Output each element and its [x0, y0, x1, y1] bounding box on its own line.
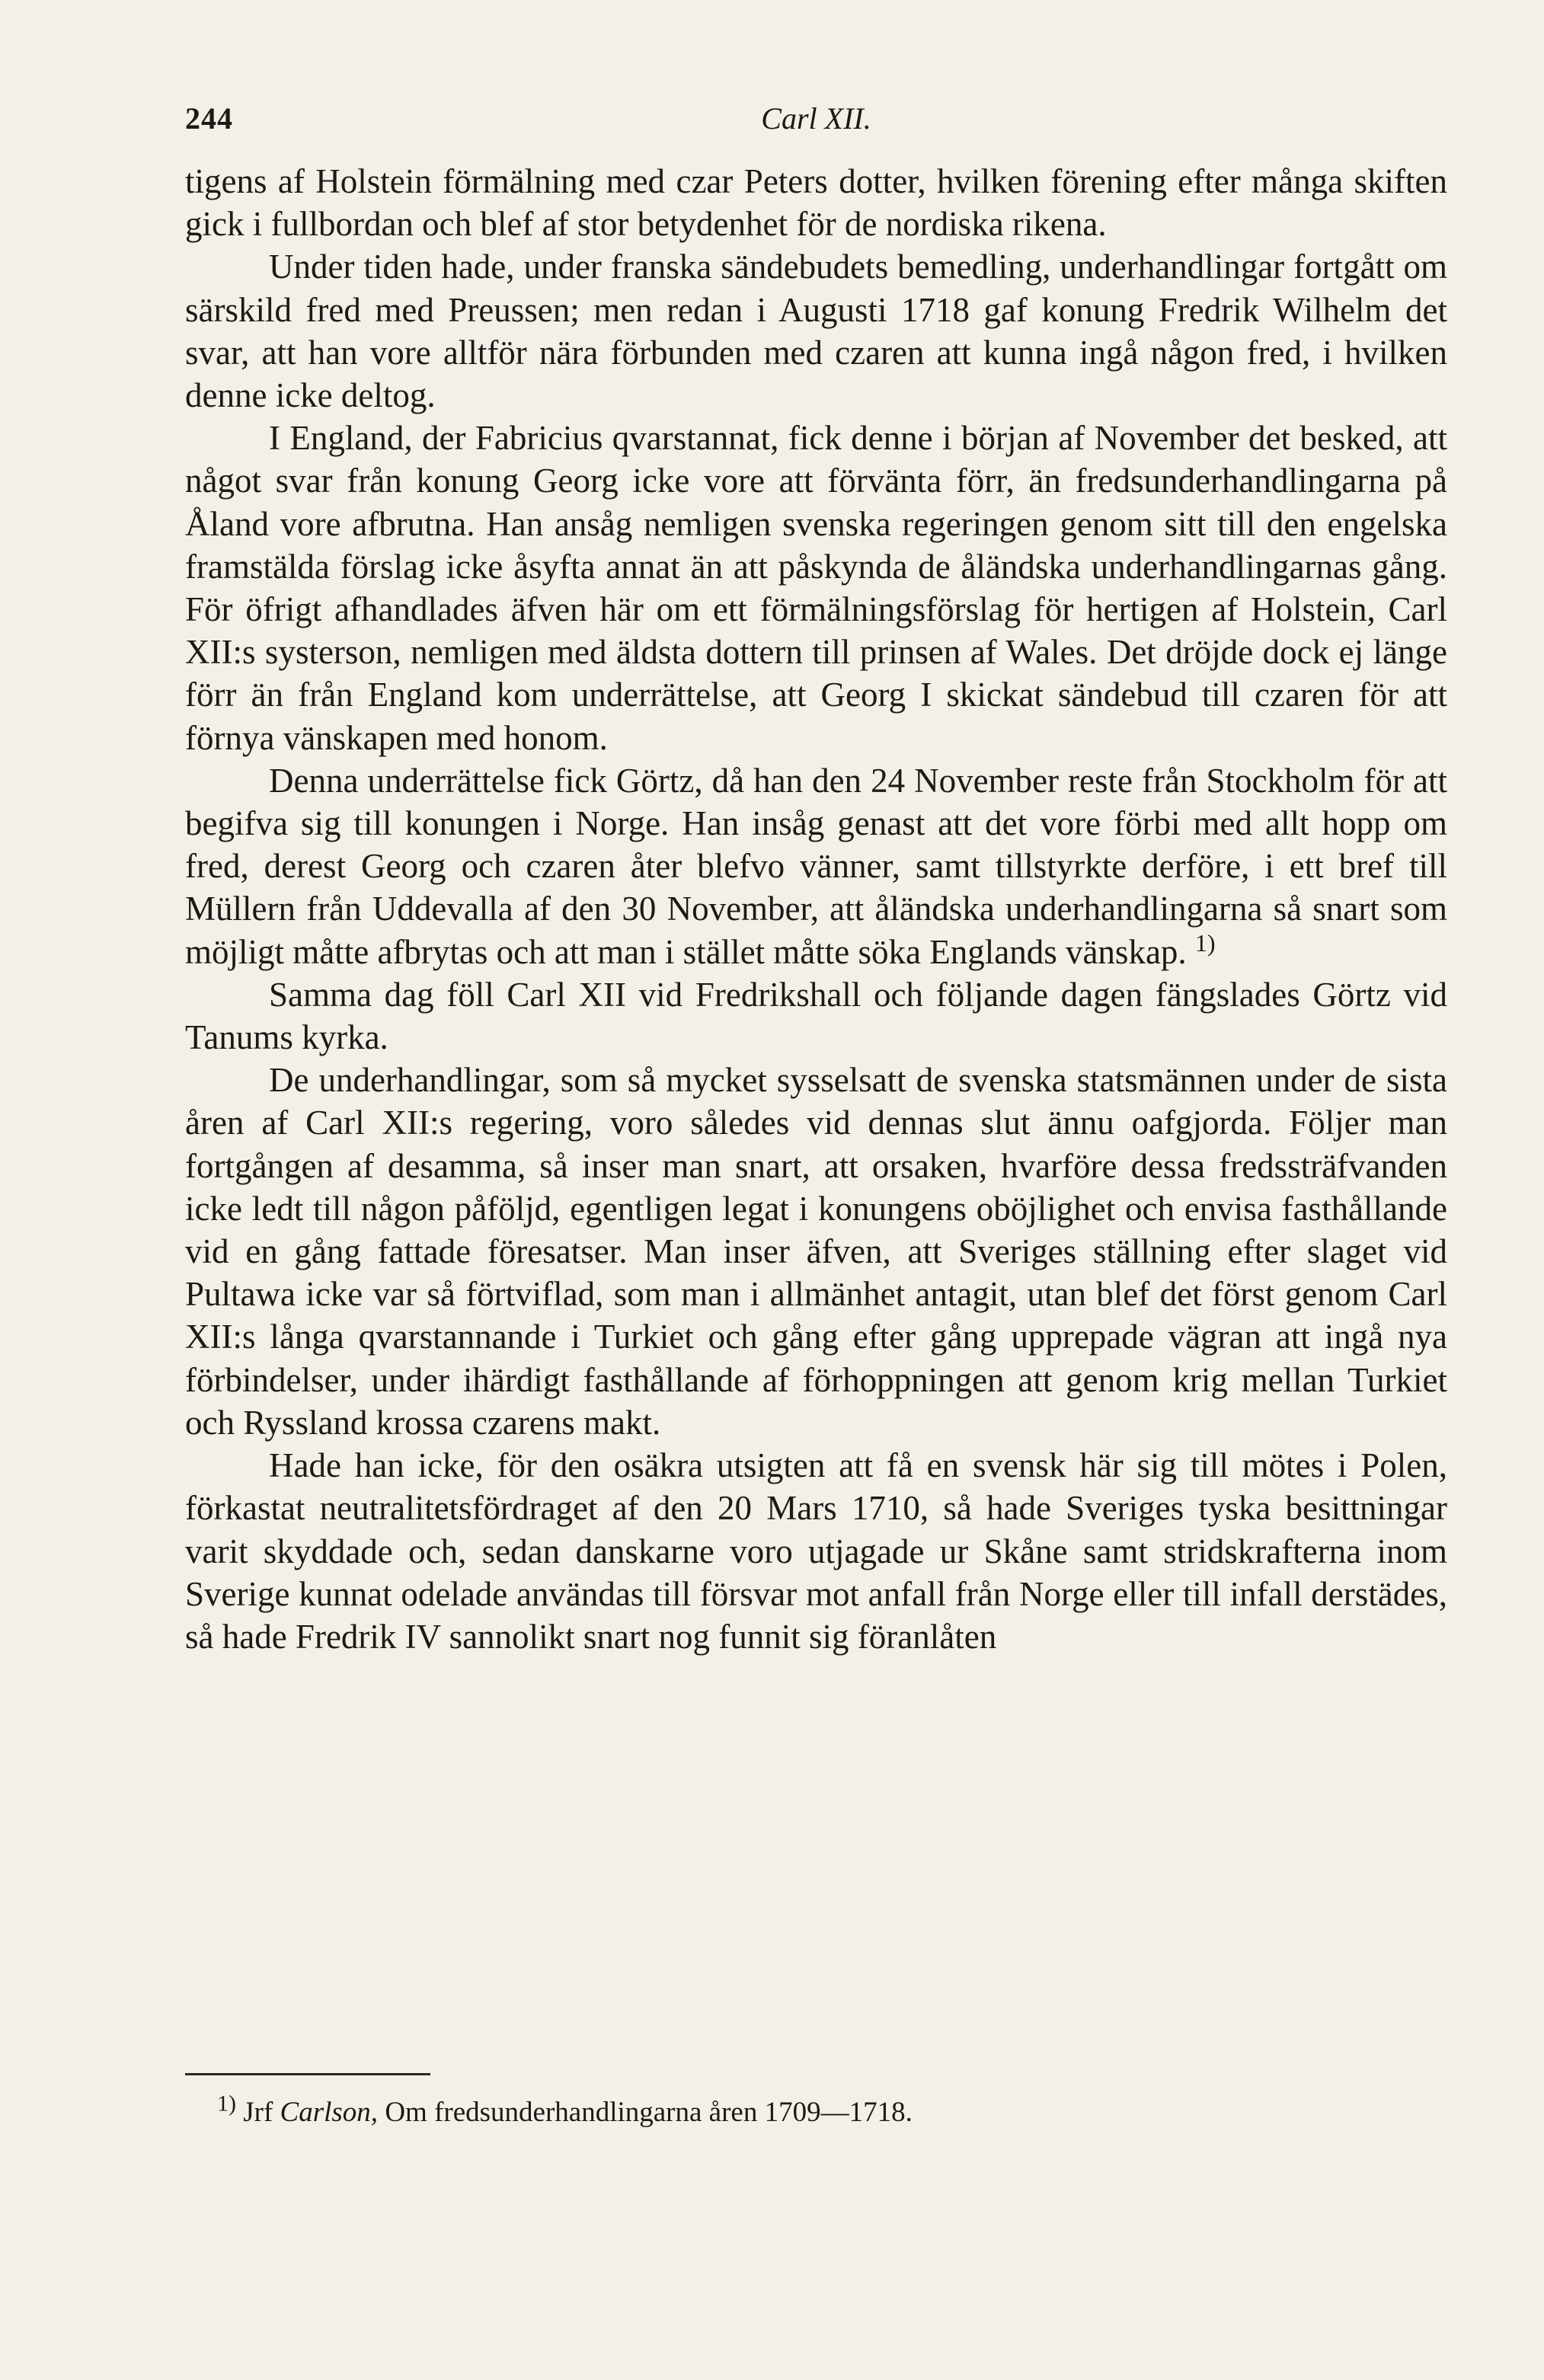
paragraph-4 — [185, 759, 1447, 973]
paragraph-1: tigens af Holstein förmälning med czar Peters dotter, hvilken förening efter många skiften gick i fullbordan och blef af stor betydenhet för de nordiska rikena. — [185, 162, 1447, 244]
paragraph-6: De underhandlingar, som så mycket sysselsatt de svenska statsmännen under de sista åren af Carl XII:s regering, voro således vid dennas slut ännu oafgjorda. Följer man fortgången af desamma, så inser man snart, att orsaken, hvarföre dessa fredssträfvanden icke ledt till någon påföljd, egentligen legat i konungens oböjlighet och envisa fasthållande vid en gång fattade föresatser. Man inser äfven, att Sveriges ställning efter slaget vid Pultawa icke var så förtviflad, som man i allmänhet antagit, utan blef det först genom Carl XII:s långa qvarstannande i Turkiet och gång efter gång upprepade vägran att ingå nya förbindelser, under ihärdigt fasthållande af förhoppningen att genom krig mellan Turkiet och Ryssland krossa czarens makt. — [185, 1061, 1447, 1442]
footnote-divider — [185, 2073, 430, 2075]
page-number: 244 — [185, 101, 233, 136]
paragraph-7: Hade han icke, för den osäkra utsigten att få en svensk här sig till mötes i Polen, förkastat neutralitetsfördraget af den 20 Mars 1710, så hade Sveriges tyska besittningar varit skyddade och, sedan danskarne voro utjagade ur Skåne samt stridskrafterna inom Sverige kunnat odelade användas till försvar mot anfall från Norge eller till infall derstädes, så hade Fredrik IV sannolikt snart nog funnit sig föranlåten — [185, 1446, 1447, 1656]
page-header — [185, 101, 1447, 146]
running-head: Carl XII. — [761, 101, 871, 136]
footnote-marker: 1) — [217, 2091, 236, 2116]
footnote-title: Om fredsunderhandlingarna åren 1709—1718. — [385, 2097, 913, 2128]
paragraph-5: Samma dag föll Carl XII vid Fredrikshall och följande dagen fängslades Görtz vid Tanums kyrka. — [185, 975, 1447, 1057]
footnote-prefix: Jrf — [243, 2097, 273, 2128]
paragraph-4-text: Denna underrättelse fick Görtz, då han den 24 November reste från Stockholm för att begifva sig till konungen i Norge. Han insåg genast att det vore förbi med allt hopp om fred, derest Georg och czaren åter blefvo vänner, samt tillstyrkte derföre, i ett bref till Müllern från Uddevalla af den 30 November, att åländska underhandlingarna så snart som möjligt måtte afbrytas och att man i stället måtte söka Englands vänskap. — [185, 761, 1447, 971]
body-text — [185, 160, 1447, 1658]
paragraph-2: Under tiden hade, under franska sändebudets bemedling, underhandlingar fortgått om särskild fred med Preussen; men redan i Augusti 1718 gaf konung Fredrik Wilhelm det svar, att han vore alltför nära förbunden med czaren att kunna ingå någon fred, i hvilken denne icke deltog. — [185, 248, 1447, 415]
footnote-author: Carlson, — [280, 2097, 379, 2128]
footnote — [217, 2091, 1447, 2129]
paragraph-3: I England, der Fabricius qvarstannat, fick denne i början af November det besked, att något svar från konung Georg icke vore att förvänta förr, än fredsunderhandlingarna på Åland vore afbrutna. Han ansåg nemligen svenska regeringen genom sitt till den engelska framstälda förslag icke åsyfta annat än att påskynda de åländska underhandlingarnas gång. För öfrigt afhandlades äfven här om ett förmälningsförslag för hertigen af Holstein, Carl XII:s systerson, nemligen med äldsta dottern till prinsen af Wales. Det dröjde dock ej länge förr än från England kom underrättelse, att Georg I skickat sändebud till czaren för att förnya vänskapen med honom. — [185, 419, 1447, 757]
footnote-reference: 1) — [1194, 928, 1216, 957]
